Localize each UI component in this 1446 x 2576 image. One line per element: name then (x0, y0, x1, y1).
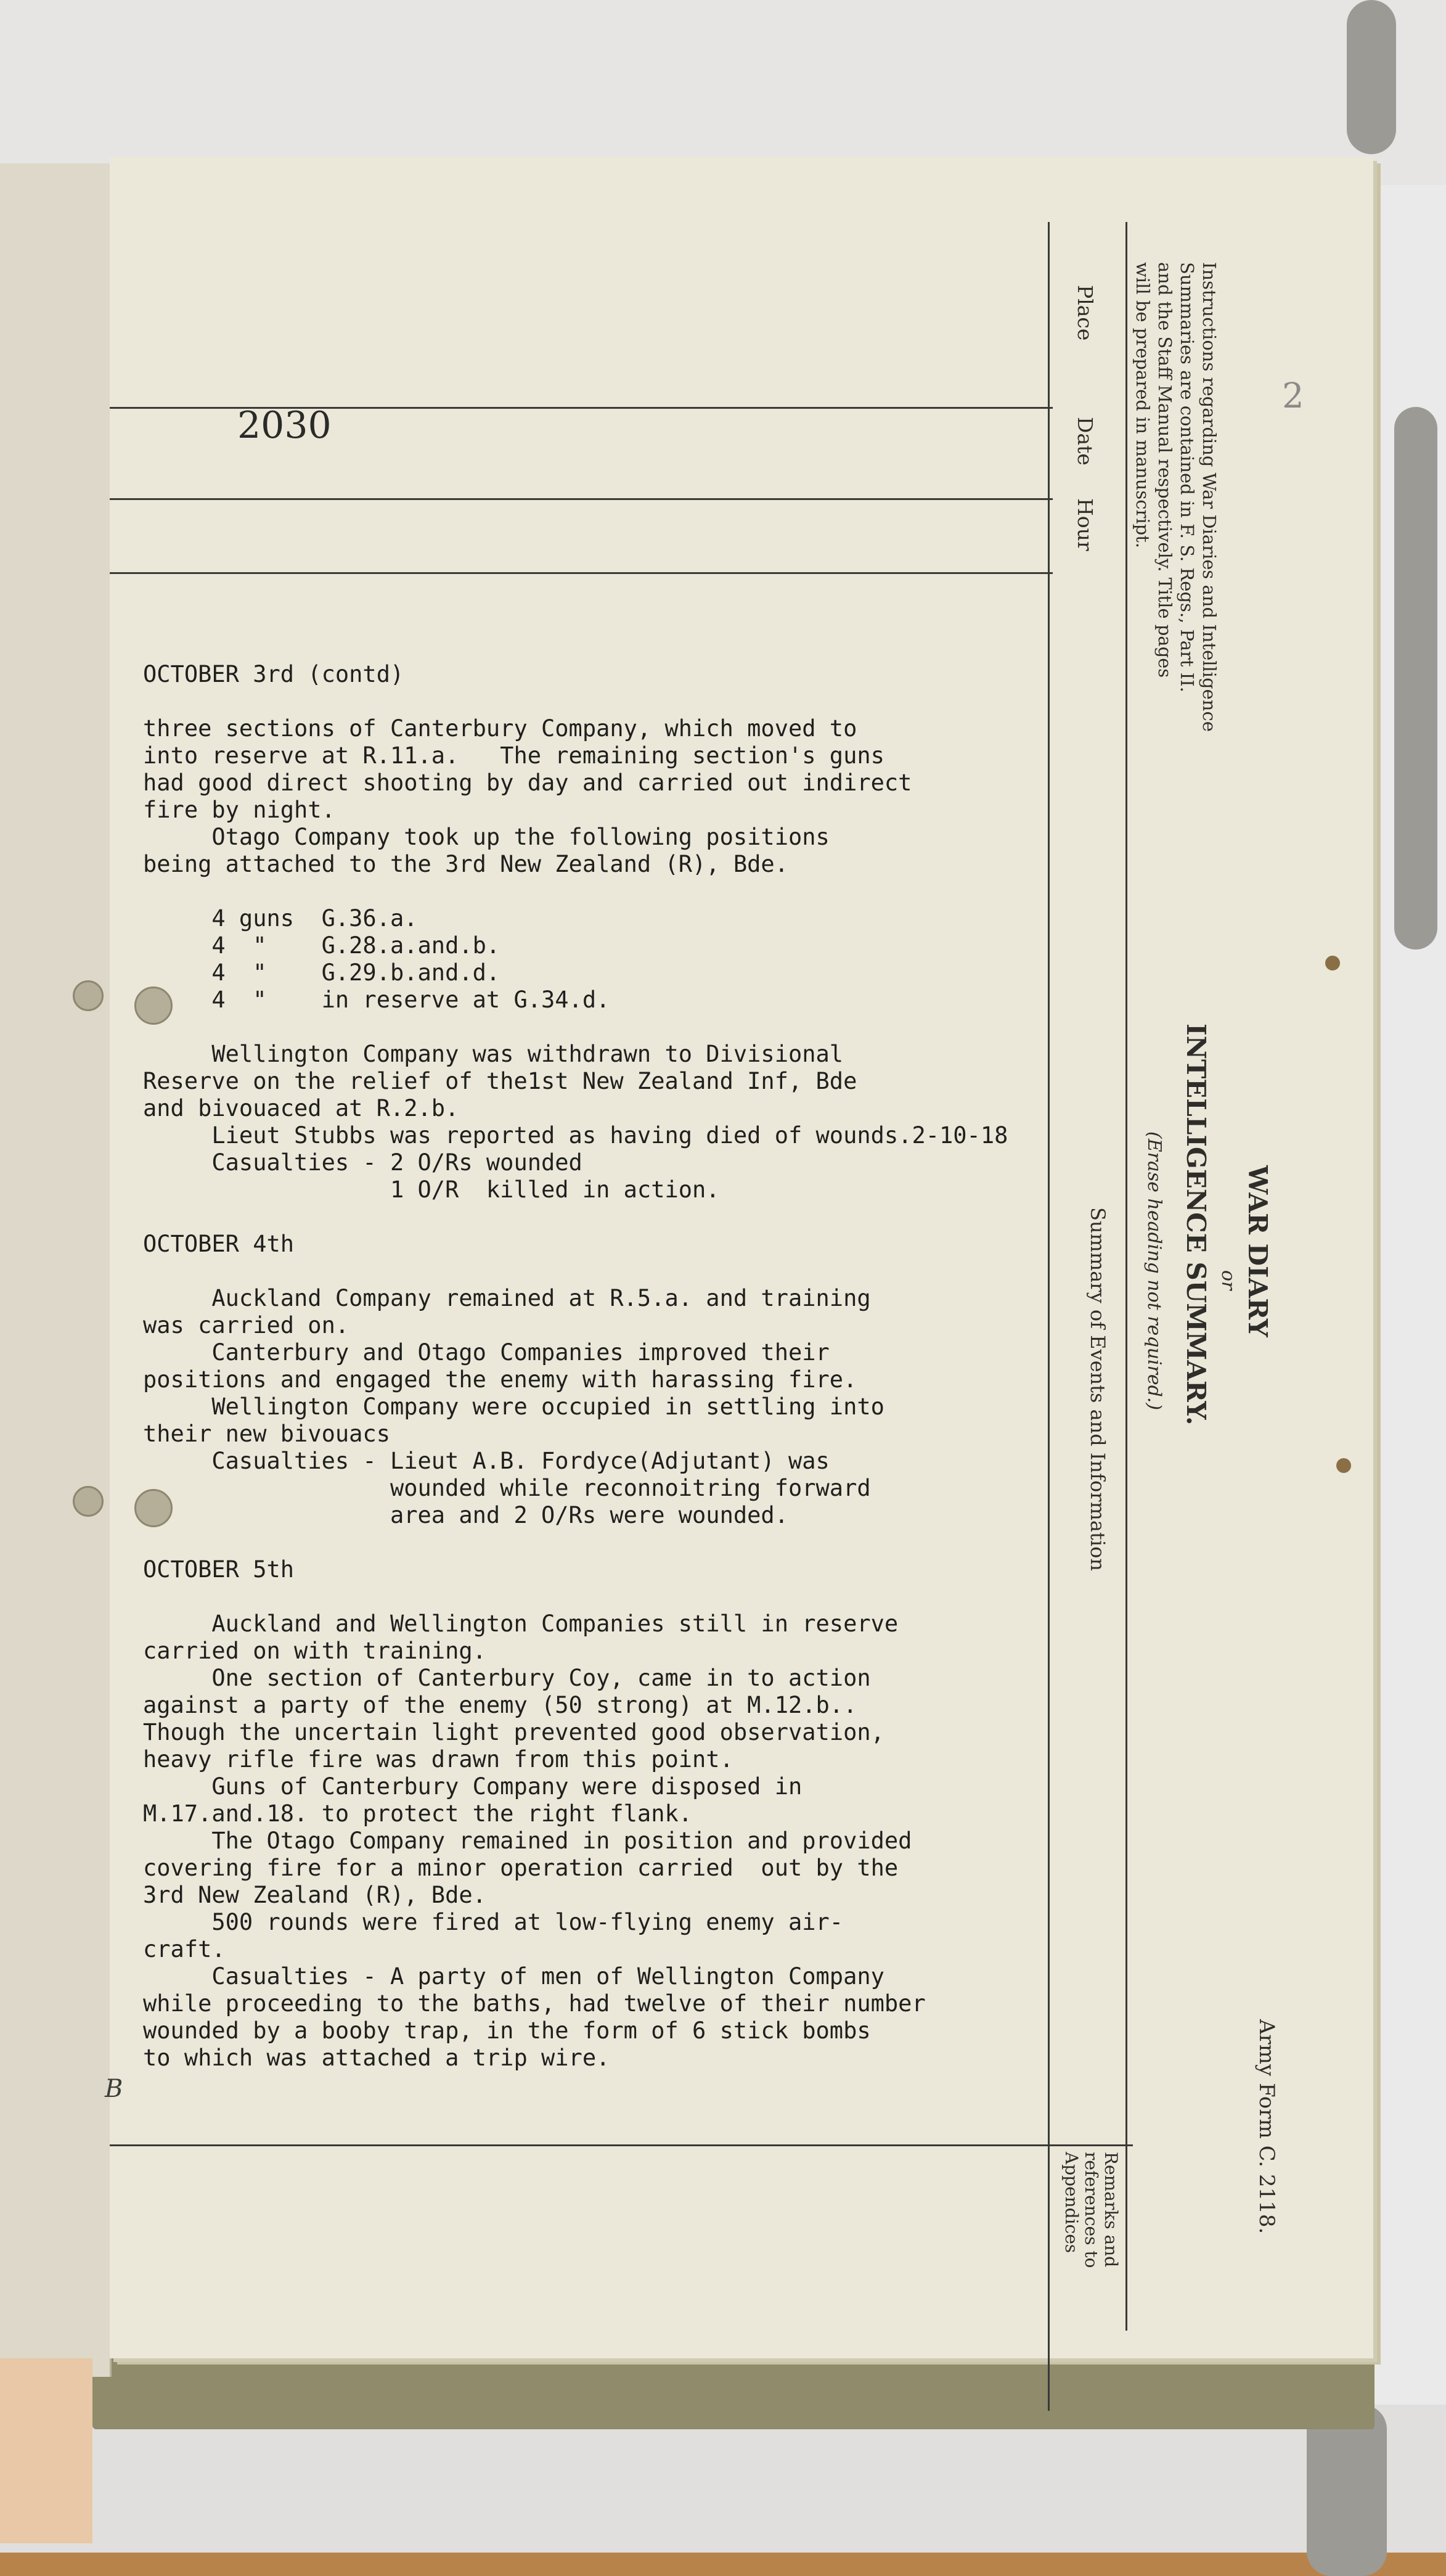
diary-line: 4 " G.29.b.and.d. (143, 959, 500, 986)
diary-line: 4 guns G.36.a. (143, 905, 418, 932)
diary-line: Casualties - 2 O/Rs wounded (143, 1149, 582, 1176)
diary-line: Auckland and Wellington Companies still in reserve (143, 1610, 899, 1637)
form-subtitle: INTELLIGENCE SUMMARY. (1181, 1023, 1211, 1425)
rule-hour (110, 572, 1053, 574)
page-number: 2 (1282, 376, 1304, 416)
diary-line: positions and engaged the enemy with harassing fire. (143, 1366, 857, 1393)
rule-date (110, 498, 1053, 500)
diary-line: craft. (143, 1936, 226, 1963)
form-title: WAR DIARY (1243, 1165, 1273, 1337)
diary-line: while proceeding to the baths, had twelve of their number (143, 1990, 926, 2017)
remarks-line-2: references to (1081, 2152, 1101, 2268)
previous-page-edge (0, 163, 112, 2377)
diary-line: Casualties - Lieut A.B. Fordyce(Adjutant) was (143, 1448, 830, 1474)
instructions-line-3: and the Staff Manual respectively. Title pages (1154, 262, 1175, 678)
diary-line: being attached to the 3rd New Zealand (R), Bde. (143, 851, 788, 877)
diary-line (143, 1583, 1008, 1610)
diary-line: Wellington Company were occupied in settling into (143, 1393, 884, 1420)
diary-line: 3rd New Zealand (R), Bde. (143, 1882, 486, 1908)
diary-body (143, 634, 1008, 2072)
diary-line: Canterbury and Otago Companies improved their (143, 1339, 830, 1366)
diary-line: 4 " in reserve at G.34.d. (143, 987, 610, 1013)
instructions-line-4: will be prepared in manuscript. (1132, 262, 1153, 549)
diary-line: The Otago Company remained in position and provided (143, 1827, 912, 1854)
diary-line: Though the uncertain light prevented good observation, (143, 1719, 884, 1745)
diary-line: to which was attached a trip wire. (143, 2045, 610, 2071)
binding-cord-top (1347, 0, 1396, 154)
diary-line: OCTOBER 3rd (contd) (143, 661, 404, 687)
diary-line (143, 688, 1008, 715)
instructions-block (1132, 262, 1220, 732)
diary-line (143, 1204, 1008, 1231)
instructions-line-1: Instructions regarding War Diaries and Intelligence (1199, 262, 1220, 732)
diary-line: Guns of Canterbury Company were disposed in (143, 1773, 803, 1800)
wooden-table-edge (0, 2553, 1446, 2576)
diary-line: their new bivouacs (143, 1421, 390, 1447)
diary-line: covering fire for a minor operation carried out by the (143, 1855, 899, 1881)
diary-line: Otago Company took up the following positions (143, 824, 830, 850)
punch-hole-left-2 (73, 1486, 104, 1517)
instructions-line-2: Summaries are contained in F. S. Regs., Part II. (1177, 262, 1198, 692)
diary-line: Casualties - A party of men of Wellington Company (143, 1963, 884, 1990)
form-title-or: or (1217, 1270, 1239, 1290)
column-summary: Summary of Events and Information (1086, 1207, 1109, 1571)
diary-line: had good direct shooting by day and carried out indirect (143, 769, 912, 796)
diary-line: fire by night. (143, 797, 335, 823)
page-edge-tab (0, 2358, 92, 2543)
column-place: Place (1073, 285, 1097, 341)
diary-line: into reserve at R.11.a. The remaining section's guns (143, 742, 884, 769)
diary-line (143, 1258, 1008, 1285)
binding-rivet-2 (1336, 1458, 1351, 1473)
diary-line: One section of Canterbury Coy, came in to action (143, 1665, 871, 1691)
binding-rivet-1 (1325, 956, 1340, 970)
diary-line: area and 2 O/Rs were wounded. (143, 1502, 788, 1528)
diary-line (143, 1014, 1008, 1041)
diary-line: 1 O/R killed in action. (143, 1176, 720, 1203)
column-divider-2 (1125, 222, 1127, 2331)
column-hour: Hour (1073, 498, 1097, 551)
diary-line: 500 rounds were fired at low-flying enemy air- (143, 1909, 844, 1935)
column-divider-1 (1048, 222, 1050, 2411)
diary-line: wounded while reconnoitring forward (143, 1475, 871, 1501)
desk-background-bottom (0, 2405, 1446, 2576)
diary-line: carried on with training. (143, 1638, 486, 1664)
diary-line: Wellington Company was withdrawn to Divisional (143, 1041, 844, 1067)
diary-line: OCTOBER 5th (143, 1556, 295, 1583)
file-number: 2030 (237, 404, 332, 447)
erase-note: (Erase heading not required.) (1143, 1131, 1165, 1411)
diary-line: Reserve on the relief of the1st New Zealand Inf, Bde (143, 1068, 857, 1094)
diary-line: OCTOBER 4th (143, 1231, 295, 1257)
diary-line: against a party of the enemy (50 strong) at M.12.b.. (143, 1692, 857, 1718)
remarks-line-1: Remarks and (1101, 2152, 1121, 2268)
diary-line (143, 878, 1008, 905)
rule-remarks (110, 2144, 1133, 2146)
binding-cord-bottom (1307, 2405, 1387, 2576)
diary-line: was carried on. (143, 1312, 349, 1339)
army-form-number: Army Form C. 2118. (1254, 2019, 1279, 2234)
margin-note: B (105, 2075, 123, 2103)
remarks-line-3: Appendices (1061, 2152, 1082, 2254)
column-date: Date (1073, 417, 1097, 466)
column-remarks (1061, 2152, 1121, 2268)
binding-cord-right (1394, 407, 1437, 950)
diary-line (143, 1529, 1008, 1556)
diary-line: Lieut Stubbs was reported as having died of wounds.2-10-18 (143, 1122, 1008, 1149)
punch-hole-left-1 (73, 980, 104, 1011)
diary-line: M.17.and.18. to protect the right flank. (143, 1800, 693, 1827)
diary-line: heavy rifle fire was drawn from this point. (143, 1746, 733, 1773)
diary-line: three sections of Canterbury Company, which moved to (143, 715, 857, 742)
diary-line: 4 " G.28.a.and.b. (143, 932, 500, 959)
diary-line: Auckland Company remained at R.5.a. and training (143, 1285, 871, 1311)
diary-line: wounded by a booby trap, in the form of 6 stick bombs (143, 2017, 871, 2044)
diary-line: and bivouaced at R.2.b. (143, 1095, 459, 1122)
